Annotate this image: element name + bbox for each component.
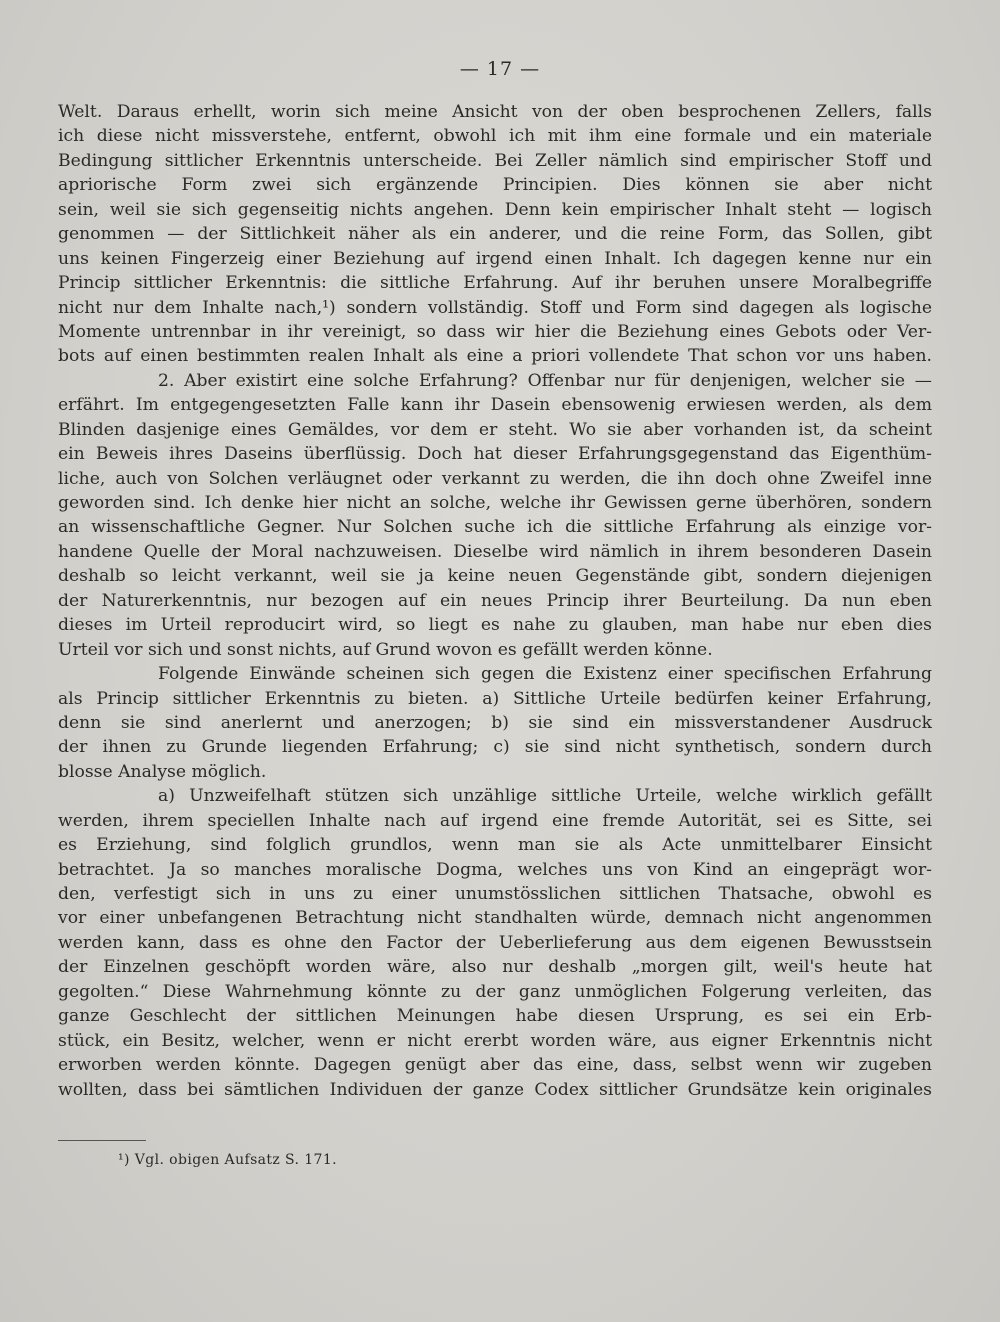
text-line: der Naturerkenntnis, nur bezogen auf ein neues Princip ihrer Beurteilung. Da nun eben xyxy=(58,590,932,611)
text-line: der ihnen zu Grunde liegenden Erfahrung; c) sie sind nicht synthetisch, sondern durch xyxy=(58,737,932,758)
footnote-divider xyxy=(58,1140,146,1141)
text-line: als Princip sittlicher Erkenntnis zu bieten. a) Sittliche Urteile bedürfen keiner Erfahrung, xyxy=(58,688,932,709)
text-line: Momente untrennbar in ihr vereinigt, so dass wir hier die Beziehung eines Gebots oder Ver- xyxy=(58,321,932,342)
text-line: betrachtet. Ja so manches moralische Dogma, welches uns von Kind an eingeprägt wor- xyxy=(58,859,932,880)
text-line: stück, ein Besitz, welcher, wenn er nicht ererbt worden wäre, aus eigner Erkenntnis nicht xyxy=(58,1030,932,1051)
text-line: a) Unzweifelhaft stützen sich unzählige sittliche Urteile, welche wirklich gefällt xyxy=(158,786,932,807)
text-line: gegolten.“ Diese Wahrnehmung könnte zu der ganz unmöglichen Folgerung verleiten, das xyxy=(58,981,932,1002)
text-line: vor einer unbefangenen Betrachtung nicht standhalten würde, demnach nicht angenommen xyxy=(58,908,932,929)
text-line: werden, ihrem speciellen Inhalte nach auf irgend eine fremde Autorität, sei es Sitte, sei xyxy=(58,810,932,831)
text-line: Princip sittlicher Erkenntnis: die sittliche Erfahrung. Auf ihr beruhen unsere Moralbegriffe xyxy=(58,273,932,294)
text-line: wollten, dass bei sämtlichen Individuen der ganze Codex sittlicher Grundsätze kein originales xyxy=(58,1079,932,1100)
text-line: an wissenschaftliche Gegner. Nur Solchen suche ich die sittliche Erfahrung als einzige vor- xyxy=(58,517,932,538)
text-line: ein Beweis ihres Daseins überflüssig. Doch hat dieser Erfahrungsgegenstand das Eigenthüm- xyxy=(58,444,932,465)
page-number: — 17 — xyxy=(459,58,541,80)
text-line: bots auf einen bestimmten realen Inhalt als eine a priori vollendete That schon vor uns haben. xyxy=(58,346,932,367)
text-line: deshalb so leicht verkannt, weil sie ja keine neuen Gegenstände gibt, sondern diejenigen xyxy=(58,566,932,587)
text-line: Folgende Einwände scheinen sich gegen die Existenz einer specifischen Erfahrung xyxy=(158,664,932,685)
text-line: Welt. Daraus erhellt, worin sich meine Ansicht von der oben besprochenen Zellers, falls xyxy=(58,102,932,122)
text-line: Bedingung sittlicher Erkenntnis unterscheide. Bei Zeller nämlich sind empirischer Stoff und xyxy=(58,150,932,171)
text-line: Blinden dasjenige eines Gemäldes, vor dem er steht. Wo sie aber vorhanden ist, da scheint xyxy=(58,419,932,440)
text-line: erworben werden könnte. Dagegen genügt aber das eine, dass, selbst wenn wir zugeben xyxy=(58,1055,932,1076)
text-line: der Einzelnen geschöpft worden wäre, also nur deshalb „morgen gilt, weil's heute hat xyxy=(58,957,932,978)
text-line: genommen — der Sittlichkeit näher als ein anderer, und die reine Form, das Sollen, gibt xyxy=(58,224,932,245)
text-line: ich diese nicht missverstehe, entfernt, obwohl ich mit ihm eine formale und ein materiale xyxy=(58,126,932,147)
text-line: nicht nur dem Inhalte nach,¹) sondern vollständig. Stoff und Form sind dagegen als logische xyxy=(58,297,932,318)
text-line: apriorische Form zwei sich ergänzende Principien. Dies können sie aber nicht xyxy=(58,175,932,196)
text-line: denn sie sind anerlernt und anerzogen; b) sie sind ein missverstandener Ausdruck xyxy=(58,712,932,733)
text-line: es Erziehung, sind folglich grundlos, wenn man sie als Acte unmittelbarer Einsicht xyxy=(58,835,932,856)
footnote: ¹) Vgl. obigen Aufsatz S. 171. xyxy=(118,1152,338,1168)
text-line: liche, auch von Solchen verläugnet oder verkannt zu werden, die ihn doch ohne Zweifel inne xyxy=(58,468,932,489)
text-line: uns keinen Fingerzeig einer Beziehung auf irgend einen Inhalt. Ich dagegen kenne nur ein xyxy=(58,248,932,269)
text-line: sein, weil sie sich gegenseitig nichts angehen. Denn kein empirischer Inhalt steht — logisch xyxy=(58,199,932,220)
text-line: dieses im Urteil reproducirt wird, so liegt es nahe zu glauben, man habe nur eben dies xyxy=(58,615,932,636)
text-line: Urteil vor sich und sonst nichts, auf Grund wovon es gefällt werden könne. xyxy=(58,639,713,660)
text-line: handene Quelle der Moral nachzuweisen. Dieselbe wird nämlich in ihrem besonderen Dasein xyxy=(58,541,932,562)
text-line: blosse Analyse möglich. xyxy=(58,761,267,782)
text-line: geworden sind. Ich denke hier nicht an solche, welche ihr Gewissen gerne überhören, sondern xyxy=(58,493,932,513)
body-text xyxy=(58,100,932,1102)
text-line: 2. Aber existirt eine solche Erfahrung? Offenbar nur für denjenigen, welcher sie — xyxy=(158,370,932,391)
text-line: den, verfestigt sich in uns zu einer unumstösslichen sittlichen Thatsache, obwohl es xyxy=(58,884,932,904)
text-line: werden kann, dass es ohne den Factor der Ueberlieferung aus dem eigenen Bewusstsein xyxy=(58,932,932,953)
text-line: ganze Geschlecht der sittlichen Meinungen habe diesen Ursprung, es sei ein Erb- xyxy=(58,1006,932,1027)
text-line: erfährt. Im entgegengesetzten Falle kann ihr Dasein ebensowenig erwiesen werden, als dem xyxy=(58,395,932,416)
